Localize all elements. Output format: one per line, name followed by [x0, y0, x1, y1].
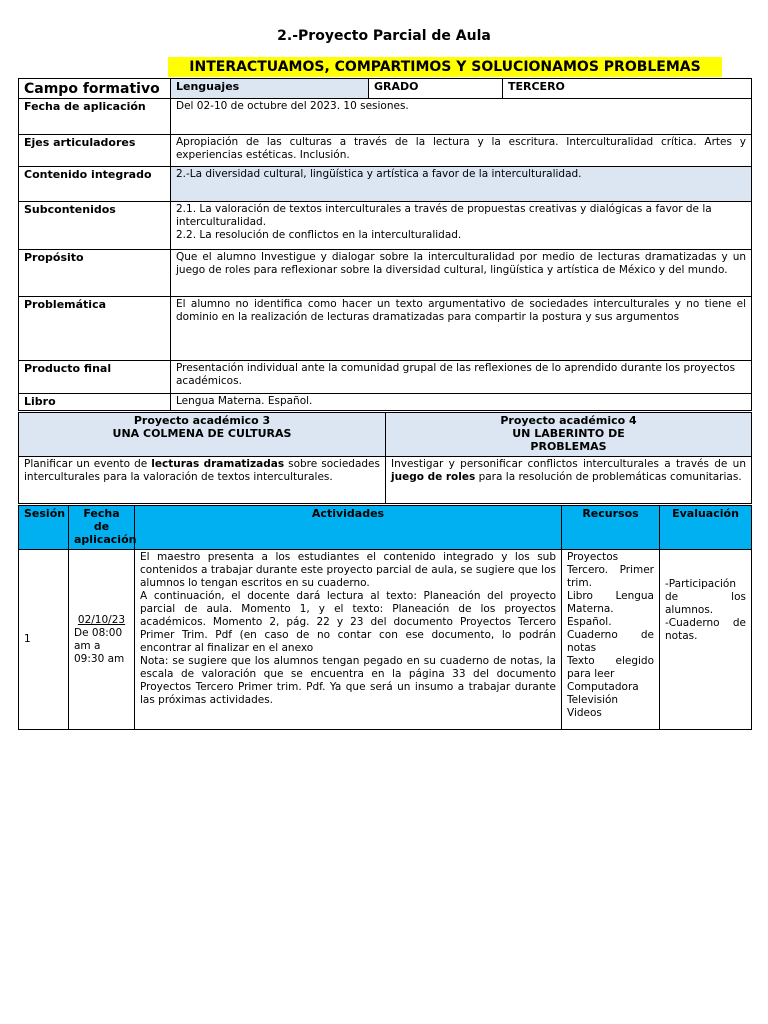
session-resources	[562, 550, 660, 730]
header-recursos: Recursos	[562, 506, 660, 550]
grado-label: GRADO	[369, 79, 503, 99]
project-4-description: Investigar y personificar conflictos interculturales a través de un juego de roles para la resolución de problemáticas comunitarias.	[386, 457, 752, 504]
activity-paragraph: El maestro presenta a los estudiantes el contenido integrado y los sub contenidos a trabajar durante este proyecto parcial de aula, se sugiere que los alumnos lo tengan escritos en su cuaderno.	[140, 551, 556, 589]
problematica-value: El alumno no identifica como hacer un texto argumentativo de sociedades interculturales y no tiene el dominio en la realización de lecturas dramatizadas para compartir la postura y sus argumentos	[171, 297, 752, 361]
project-4-number: Proyecto académico 4	[500, 414, 637, 427]
project-title-banner: INTERACTUAMOS, COMPARTIMOS Y SOLUCIONAMOS PROBLEMAS	[168, 57, 722, 77]
resource-item: Proyectos Tercero. Primer trim.	[567, 551, 654, 589]
resource-item: Cuaderno de notas	[567, 629, 654, 654]
header-actividades: Actividades	[135, 506, 562, 550]
table-row	[19, 550, 752, 730]
header-evaluacion: Evaluación	[660, 506, 752, 550]
campo-label: Campo formativo	[19, 79, 171, 99]
session-time: De 08:00 am a 09:30 am	[74, 626, 125, 665]
resource-item: Videos	[567, 707, 602, 719]
fecha-value: Del 02-10 de octubre del 2023. 10 sesiones.	[171, 99, 752, 135]
resource-item: Texto elegido para leer	[567, 655, 654, 680]
project-4-name-line2: PROBLEMAS	[530, 440, 607, 453]
project-4-name-line1: UN LABERINTO DE	[512, 427, 625, 440]
campo-value: Lenguajes	[171, 79, 369, 99]
ejes-value: Apropiación de las culturas a través de la lectura y la escritura. Interculturalidad crítica. Artes y experiencias estéticas. Inclusión.	[171, 135, 752, 167]
producto-value: Presentación individual ante la comunidad grupal de las reflexiones de lo aprendido durante los proyectos académicos.	[171, 361, 752, 394]
header-sesion: Sesión	[19, 506, 69, 550]
session-activities	[135, 550, 562, 730]
info-table	[18, 78, 752, 411]
activity-paragraph: Nota: se sugiere que los alumnos tengan pegado en su cuaderno de notas, la escala de valoración que se encuentra en la página 33 del documento Proyectos Tercero Primer trim. Pdf. Ya que será un insumo a trabajar durante las próximas actividades.	[140, 655, 556, 706]
page-title: 2.-Proyecto Parcial de Aula	[277, 28, 491, 44]
project-3-header	[19, 413, 386, 457]
libro-label: Libro	[19, 394, 171, 411]
activity-paragraph: A continuación, el docente dará lectura al texto: Planeación del proyecto parcial de aula. Momento 1, y el texto: Planeación de los proyectos académicos. Momento 2, pág. 22 y 23 del documento Proyectos Tercero Primer Trim. Pdf (en caso de no contar con ese documento, lo podrán encontrar al finalizar en el anexo	[140, 590, 556, 654]
project-4-highlight: juego de roles	[391, 471, 476, 483]
subcontenidos-label: Subcontenidos	[19, 202, 171, 250]
evaluation-item: -Participación de los alumnos.	[665, 578, 746, 616]
fecha-label: Fecha de aplicación	[19, 99, 171, 135]
ejes-label: Ejes articuladores	[19, 135, 171, 167]
contenido-label: Contenido integrado	[19, 167, 171, 202]
subcontenido-2: 2.2. La resolución de conflictos en la interculturalidad.	[176, 229, 462, 241]
session-number: 1	[19, 550, 69, 730]
proposito-value: Que el alumno Investigue y dialogar sobre la interculturalidad por medio de lecturas dramatizadas y un juego de roles para reflexionar sobre la diversidad cultural, lingüística y artística de México y del mundo.	[171, 250, 752, 297]
sessions-table	[18, 505, 752, 730]
subcontenidos-value	[171, 202, 752, 250]
project-3-number: Proyecto académico 3	[133, 414, 271, 427]
resource-item: Libro Lengua Materna. Español.	[567, 590, 654, 628]
projects-table	[18, 412, 752, 504]
session-date: 02/10/23	[77, 613, 126, 626]
project-3-description: Planificar un evento de lecturas dramatizadas sobre sociedades interculturales para la valoración de textos interculturales.	[19, 457, 386, 504]
resource-item: Televisión	[567, 694, 619, 706]
project-3-highlight: lecturas dramatizadas	[151, 458, 285, 470]
session-date-cell	[69, 550, 135, 730]
problematica-label: Problemática	[19, 297, 171, 361]
project-3-name: UNA COLMENA DE CULTURAS	[112, 427, 292, 440]
evaluation-item: -Cuaderno de notas.	[665, 617, 746, 642]
producto-label: Producto final	[19, 361, 171, 394]
libro-value: Lengua Materna. Español.	[171, 394, 752, 411]
project-4-header	[386, 413, 752, 457]
contenido-value: 2.-La diversidad cultural, lingüística y artística a favor de la interculturalidad.	[171, 167, 752, 202]
proposito-label: Propósito	[19, 250, 171, 297]
resource-item: Computadora	[567, 681, 639, 693]
session-evaluation	[660, 550, 752, 730]
grado-value: TERCERO	[503, 79, 752, 99]
subcontenido-1: 2.1. La valoración de textos interculturales a través de propuestas creativas y dialógicas a favor de la interculturalidad.	[176, 203, 712, 228]
header-fecha: Fecha de aplicación	[69, 506, 135, 550]
